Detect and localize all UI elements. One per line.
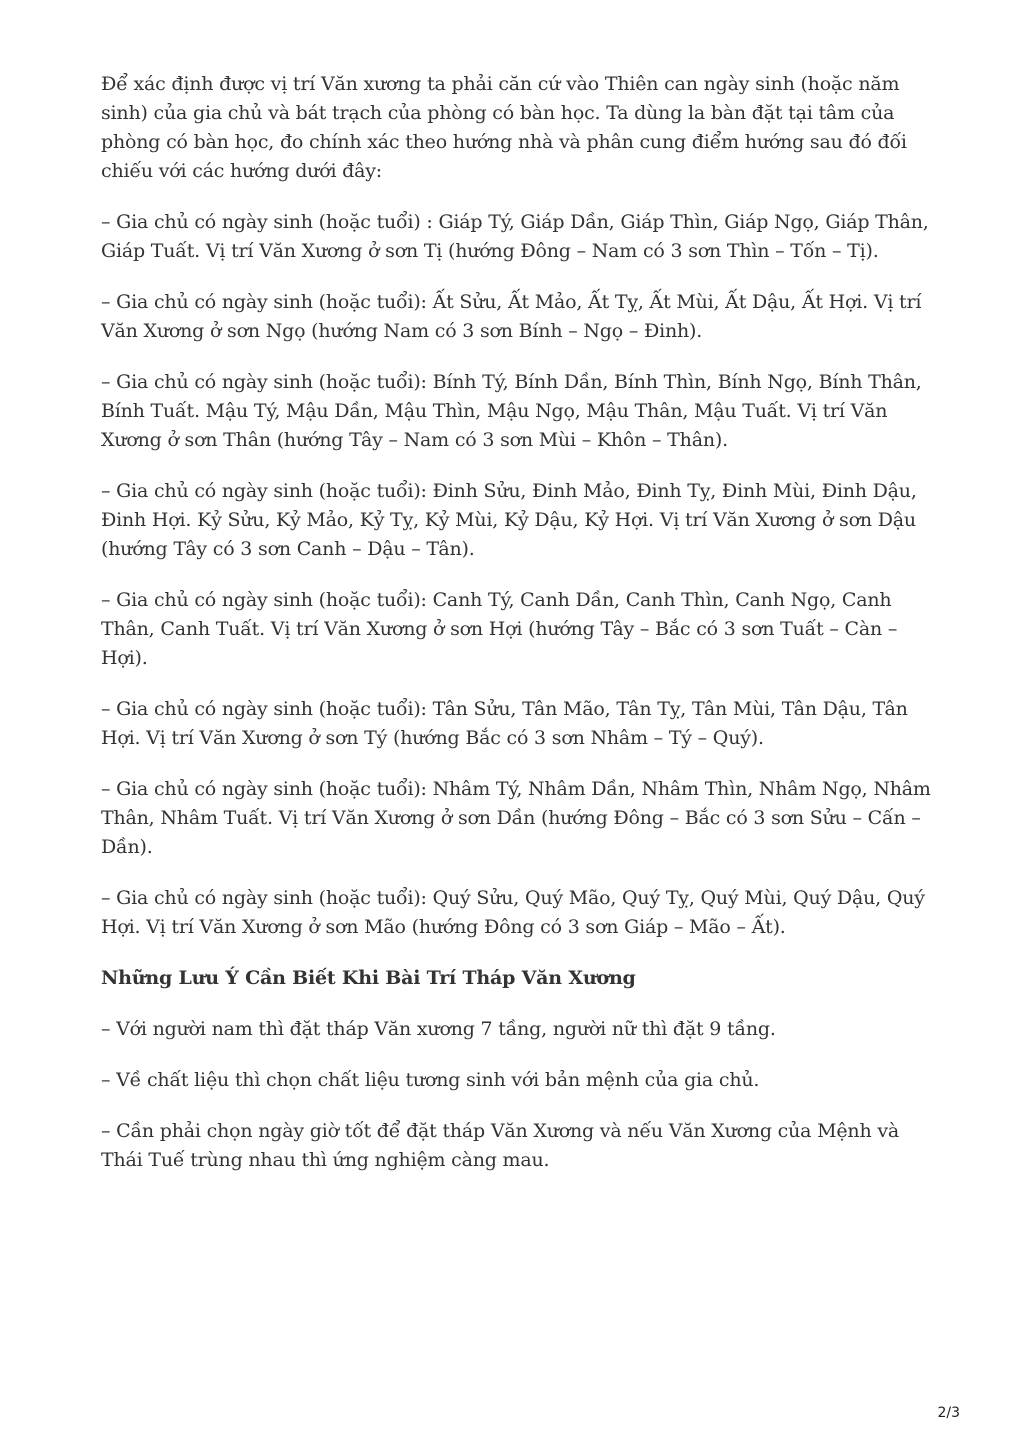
document-body	[101, 70, 931, 1197]
paragraph-at: – Gia chủ có ngày sinh (hoặc tuổi): Ất Sửu, Ất Mảo, Ất Tỵ, Ất Mùi, Ất Dậu, Ất Hợi. Vị trí Văn Xương ở sơn Ngọ (hướng Nam có 3 sơn Bính – Ngọ – Đinh).	[101, 291, 922, 342]
paragraph-dinh-ky: – Gia chủ có ngày sinh (hoặc tuổi): Đinh Sửu, Đinh Mảo, Đinh Tỵ, Đinh Mùi, Đinh Dậu, Đinh Hợi. Kỷ Sửu, Kỷ Mảo, Kỷ Tỵ, Kỷ Mùi, Kỷ Dậu, Kỷ Hợi. Vị trí Văn Xương ở sơn Dậu (hướng Tây có 3 sơn Canh – Dậu – Tân).	[101, 480, 917, 560]
paragraph-quy: – Gia chủ có ngày sinh (hoặc tuổi): Quý Sửu, Quý Mão, Quý Tỵ, Quý Mùi, Quý Dậu, Quý Hợi. Vị trí Văn Xương ở sơn Mão (hướng Đông có 3 sơn Giáp – Mão – Ất).	[101, 887, 925, 938]
page-number: 2/3	[937, 1405, 960, 1421]
paragraph-tan: – Gia chủ có ngày sinh (hoặc tuổi): Tân Sửu, Tân Mão, Tân Tỵ, Tân Mùi, Tân Dậu, Tân Hợi. Vị trí Văn Xương ở sơn Tý (hướng Bắc có 3 sơn Nhâm – Tý – Quý).	[101, 698, 908, 749]
paragraph-binh-mau: – Gia chủ có ngày sinh (hoặc tuổi): Bính Tý, Bính Dần, Bính Thìn, Bính Ngọ, Bính Thân, Bính Tuất. Mậu Tý, Mậu Dần, Mậu Thìn, Mậu Ngọ, Mậu Thân, Mậu Tuất. Vị trí Văn Xương ở sơn Thân (hướng Tây – Nam có 3 sơn Mùi – Khôn – Thân).	[101, 371, 922, 451]
paragraph-intro: Để xác định được vị trí Văn xương ta phải căn cứ vào Thiên can ngày sinh (hoặc năm sinh) của gia chủ và bát trạch của phòng có bàn học. Ta dùng la bàn đặt tại tâm của phòng có bàn học, đo chính xác theo hướng nhà và phân cung điểm hướng sau đó đối chiếu với các hướng dưới đây:	[101, 73, 907, 182]
paragraph-canh: – Gia chủ có ngày sinh (hoặc tuổi): Canh Tý, Canh Dần, Canh Thìn, Canh Ngọ, Canh Thân, Canh Tuất. Vị trí Văn Xương ở sơn Hợi (hướng Tây – Bắc có 3 sơn Tuất – Càn – Hợi).	[101, 589, 898, 669]
section-heading: Những Lưu Ý Cần Biết Khi Bài Trí Tháp Văn Xương	[101, 967, 636, 989]
paragraph-note-material: – Về chất liệu thì chọn chất liệu tương sinh với bản mệnh của gia chủ.	[101, 1069, 760, 1091]
paragraph-giap: – Gia chủ có ngày sinh (hoặc tuổi) : Giáp Tý, Giáp Dần, Giáp Thìn, Giáp Ngọ, Giáp Thân, Giáp Tuất. Vị trí Văn Xương ở sơn Tị (hướng Đông – Nam có 3 sơn Thìn – Tốn – Tị).	[101, 211, 929, 262]
paragraph-nham: – Gia chủ có ngày sinh (hoặc tuổi): Nhâm Tý, Nhâm Dần, Nhâm Thìn, Nhâm Ngọ, Nhâm Thân, Nhâm Tuất. Vị trí Văn Xương ở sơn Dần (hướng Đông – Bắc có 3 sơn Sửu – Cấn – Dần).	[101, 778, 931, 858]
paragraph-note-timing: – Cần phải chọn ngày giờ tốt để đặt tháp Văn Xương và nếu Văn Xương của Mệnh và Thái Tuế trùng nhau thì ứng nghiệm càng mau.	[101, 1120, 899, 1171]
paragraph-note-floors: – Với người nam thì đặt tháp Văn xương 7 tầng, người nữ thì đặt 9 tầng.	[101, 1018, 776, 1040]
